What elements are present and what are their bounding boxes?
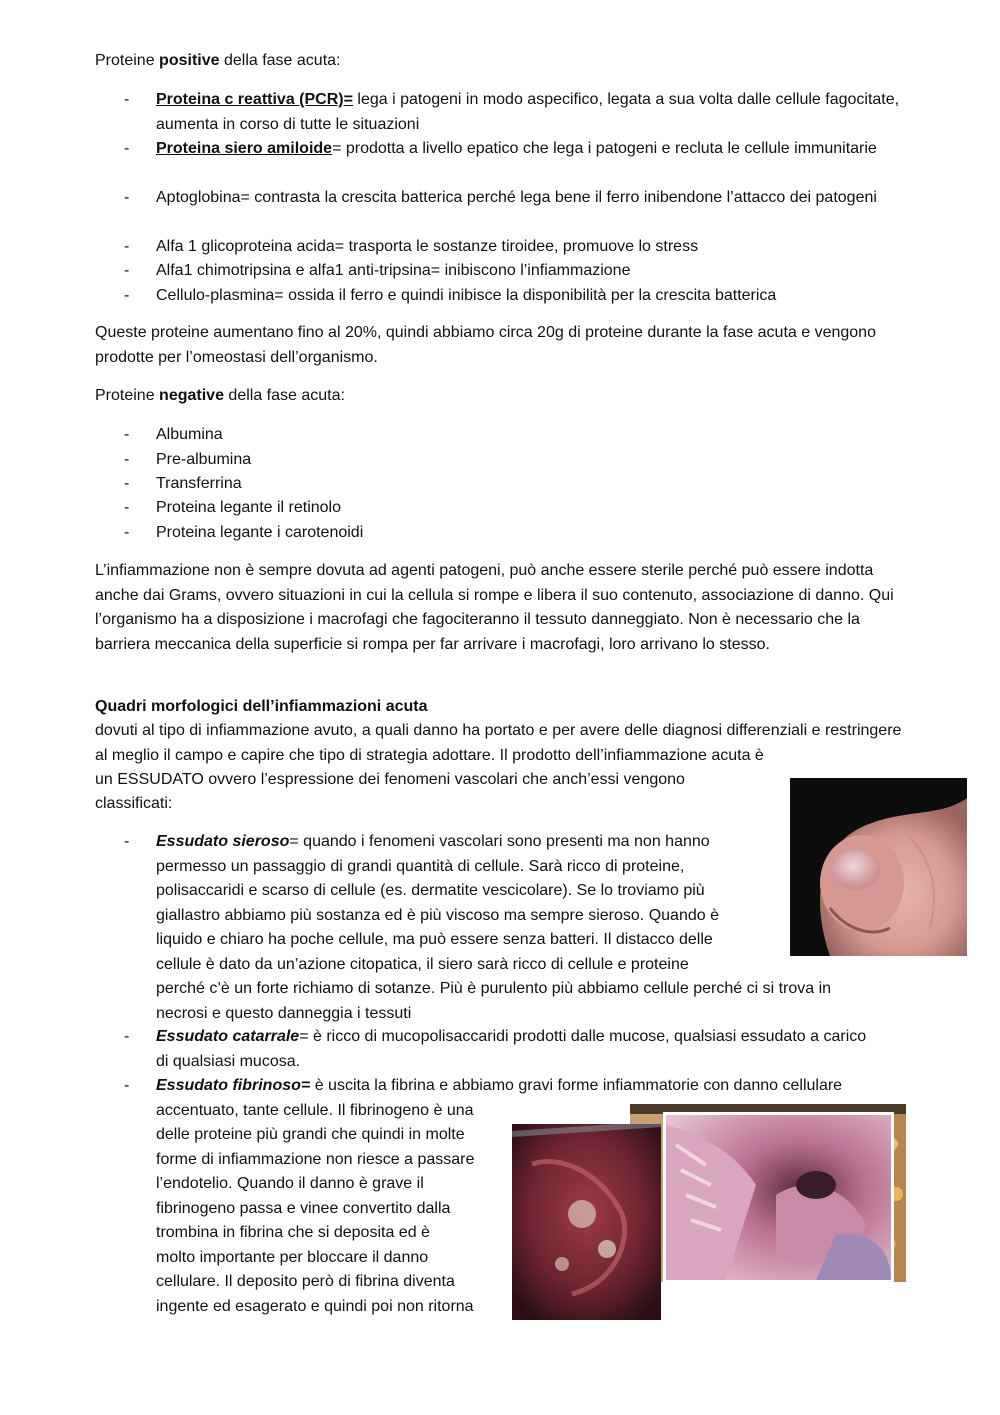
negative-proteins-heading: Proteine negative della fase acuta: <box>95 387 345 404</box>
list-item: Proteina legante il retinolo <box>156 499 342 516</box>
essudato-fibrinoso-item: Essudato fibrinoso= è uscita la fibrina e abbiamo gravi forme infiammatorie con danno cellulare accentuato, tante cellule. Il fibrinogeno è una delle proteine più grandi che quindi in molte forme di infiammazione non riesce a passare l’endotelio. Quando il danno è grave il fibrinogeno passa e vinee convertito dalla trombina in fibrina che si deposita ed è molto importante per bloccare il danno cellulare. Il deposito però di fibrina diventa ingente ed esagerato e quindi poi non ritorna <box>156 1077 843 1315</box>
essudato-sieroso-item: Essudato sieroso= quando i fenomeni vascolari sono presenti ma non hanno permesso un passaggio di grandi quantità di cellule. Sarà ricco di proteine, polisaccaridi e scarso di cellule (es. dermatite vescicolare). Se lo troviamo più giallastro abbiamo più sostanza ed è più viscoso ma sempre sieroso. Quando è liquido e chiaro ha poche cellule, ma può essere senza batteri. Il distacco delle cellule è dato da un’azione citopatica, il siero sarà ricco di cellule e proteine perché c’è un forte richiamo di sotanze. Più è purulento più abbiamo cellule perché ci si trova in necrosi e questo danneggia i tessuti <box>156 833 832 1022</box>
fibrinous-pleuritis-photo <box>663 1112 894 1283</box>
list-item: Alfa 1 glicoproteina acida= trasporta le sostanze tiroidee, promuove lo stress <box>156 238 699 255</box>
list-item: Cellulo-plasmina= ossida il ferro e quindi inibisce la disponibilità per la crescita batterica <box>156 287 777 304</box>
section-intro-line3: classificati: <box>95 795 173 812</box>
positive-proteins-heading: Proteine positive della fase acuta: <box>95 52 341 69</box>
list-item: Transferrina <box>156 475 242 492</box>
list-item: Proteina legante i carotenoidi <box>156 524 364 541</box>
list-item: Proteina c reattiva (PCR)= lega i patogeni in modo aspecifico, legata a sua volta dalle cellule fagocitate, aumenta in corso di tutte le situazioni <box>156 91 900 133</box>
section-intro-line2: un ESSUDATO ovvero l’espressione dei fenomeni vascolari che anch’essi vengono <box>95 771 685 788</box>
document-page: Proteine positive della fase acuta: - Proteina c reattiva (PCR)= lega i patogeni in modo aspecifico, legata a sua volta dalle cellule fagocitate, aumenta in corso di tutte le situazioni - Proteina siero amiloide= prodotta a livello epatico che lega i patogeni e recluta le cellule immunitarie - Aptoglobina= contrasta la crescita batterica perché lega bene il ferro inibendone l’attacco dei patogeni - Alfa 1 glicoproteina acida= trasporta le sostanze tiroidee, promuove lo stress - Alfa1 chimotripsina e alfa1 anti-tripsina= inibiscono l’infiammazione - Cellulo-plasmina= ossida il ferro e quindi inibisce la disponibilità per la crescita batterica Queste proteine aumentano fino al 20%, quindi abbiamo circa 20g di proteine durante la fase acuta e vengono prodotte per l’omeostasi dell’organismo. Proteine negative della fase acuta: - Albumina - Pre-albumina - Transferrina - Proteina legante il retinolo - Proteina legante i carotenoidi L’infiammazione non è sempre dovuta ad agenti patogeni, può anche essere sterile perché può essere indotta anche dai Grams, ovvero situazioni in cui la cellula si rompe e libera il suo contenuto, associazione di danno. Qui l’organismo ha a disposizione i macrofagi che fagociteranno il tessuto danneggiato. Non è necessario che la barriera meccanica della superficie si rompa per far arrivare i macrofagi, loro arrivano lo stesso. Quadri morfologici dell’infiammazioni acuta dovuti al tipo di infiammazione avuto, a quali danno ha portato e per avere delle diagnosi differenziali e restringere al meglio il campo e capire che tipo di strategia adottare. Il prodotto dell’infiammazione acuta è un ESSUDATO ovvero l’espressione dei fenomeni vascolari che anch’essi vengono classificati: - Essudato sieroso= quando i fenomeni vascolari sono presenti ma non hanno permesso un passaggio di grandi quantità di cellule. Sarà ricco di proteine, polisaccaridi e scarso di cellule (es. dermatite vescicolare). Se lo troviamo più giallastro abbiamo più sostanza ed è più viscoso ma sempre sieroso. Quando è liquido e chiaro ha poche cellule, ma può essere senza batteri. Il distacco delle cellule è dato da un’azione citopatica, il siero sarà ricco di cellule e proteine perché c’è un forte richiamo di sotanze. Più è purulento più abbiamo cellule perché ci si trova in necrosi e questo danneggia i tessuti - Essudato catarrale= è ricco di mucopolisaccaridi prodotti dalle mucose, qualsiasi essudato a carico di qualsiasi mucosa. - Essudato fibrinoso= è uscita la fibrina e abbiamo gravi forme infiammatorie con danno cellulare accentuato, tante cellule. Il fibrinogeno è una delle proteine più grandi che quindi in molte forme di infiammazione non riesce a passare l’endotelio. Quando il danno è grave il fibrinogeno passa e vinee convertito dalla trombina in fibrina che si deposita ed è molto importante per bloccare il danno cellulare. Il deposito però di fibrina diventa ingente ed esagerato e quindi poi non ritorna <box>0 0 1000 1415</box>
section-intro: dovuti al tipo di infiammazione avuto, a quali danno ha portato e per avere delle diagnosi differenziali e restringere al meglio il campo e capire che tipo di strategia adottare. Il prodotto dell’infiammazione acuta è <box>95 722 902 764</box>
paragraph-sterile: L’infiammazione non è sempre dovuta ad agenti patogeni, può anche essere sterile perché può essere indotta anche dai Grams, ovvero situazioni in cui la cellula si rompe e libera il suo contenuto, associazione di danno. Qui l’organismo ha a disposizione i macrofagi che fagociteranno il tessuto danneggiato. Non è necessario che la barriera meccanica della superficie si rompa per far arrivare i macrofagi, loro arrivano lo stesso. <box>95 562 894 653</box>
section-title: Quadri morfologici dell’infiammazioni acuta <box>95 698 428 715</box>
list-item: Aptoglobina= contrasta la crescita batterica perché lega bene il ferro inibendone l’attacco dei patogeni <box>156 189 877 206</box>
list-item: Proteina siero amiloide= prodotta a livello epatico che lega i patogeni e recluta le cellule immunitarie <box>156 140 877 157</box>
list-item: Albumina <box>156 426 223 443</box>
bold-positive: positive <box>159 52 220 69</box>
bold-negative: negative <box>159 387 224 404</box>
paragraph-increase: Queste proteine aumentano fino al 20%, quindi abbiamo circa 20g di proteine durante la fase acuta e vengono prodotte per l’omeostasi dell’organismo. <box>95 324 876 366</box>
list-item: Alfa1 chimotripsina e alfa1 anti-tripsina= inibiscono l’infiammazione <box>156 262 631 279</box>
essudato-catarrale-item: Essudato catarrale= è ricco di mucopolisaccaridi prodotti dalle mucose, qualsiasi essudato a carico di qualsiasi mucosa. <box>156 1028 867 1070</box>
pig-snout-vesicle-photo <box>790 778 967 956</box>
fibrinous-lung-photo <box>512 1124 661 1320</box>
list-item: Pre-albumina <box>156 451 252 468</box>
